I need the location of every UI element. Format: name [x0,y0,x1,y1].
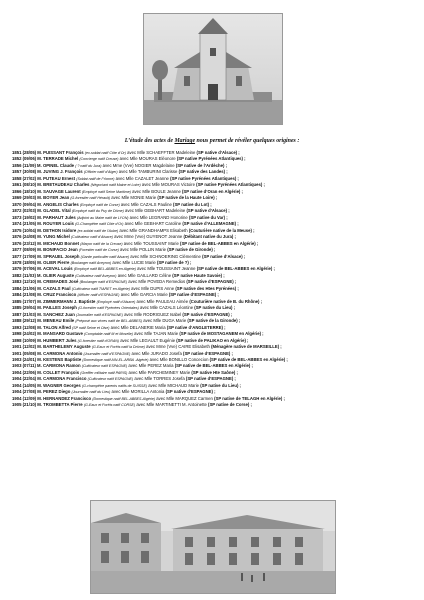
entry-groom: 1904 (14/05) M. WAGNER Georges [12,382,81,388]
entry-groom: 1888 (29/12) M. MENEAU Emile [12,318,75,324]
entry-bride: avec Mlle LUCIE Marie [111,259,157,265]
entry-groom-info: (SP natif Seine et Oise) [72,325,110,330]
entry-bride-info: (SP native Pyrénées Atlantiques) ; [170,175,239,181]
entry-bride-info: (Débitant native du Jura) ; [183,234,236,240]
entry-bride: avec Mlle MOURAS Eléonore [118,156,177,162]
entry-bride-info: (SP native de l’Ardèche) ; [175,162,227,168]
entry-bride-info: (SP native des Landes) ; [178,169,228,175]
entry-bride: avec Mlle DUGA Marie [142,318,188,324]
entry-groom-info: (ex-soldat natif de l’Aube) [77,228,119,233]
entry-groom: 1887 (21/03) M. SANCHEZ Juan [12,311,75,317]
entry-groom: 1878 (18/05) M. OLIER Pierre [12,259,70,265]
page-title: L’étude des actes de Mariage nous permet de révéler quelques origines : [124,138,300,144]
entry-bride: avec Mlle RODRIGUEZ Isabel [122,311,183,317]
entry-bride-info: (SP native d’ALLEMAGNE) ; [182,221,239,227]
entry-bride: avec Mlle GARCIA Marie [119,292,169,298]
entry-groom: 1901 (12/02) M. BARTHELEMY Auguste [12,344,91,350]
entry-bride: avec Mlle SCHAEFFTER Madeleine [125,150,197,155]
entry-groom-info: (Cultivateur natif TIARET en Algérie) [71,286,130,291]
entry-bride: avec Mlle JURADO Josefa [130,350,184,356]
entry-groom: 1876 (24/08) M. YUNG Michel [12,234,70,240]
entry-groom: 1901 (05/08) M. CARMONA Antonio [12,350,83,356]
entry-groom-info: (Cultivateur natif Aveyron) [75,273,117,278]
entry-groom-info: (Journalier natif du Lieu) [71,390,111,395]
entry-bride: avec Mlle TOUSSAINT Jeanne [136,266,197,272]
marriage-entry [12,402,418,408]
entry-bride-info: (Ménagère native de MARSEILLE) ; [211,344,282,350]
entry-bride: avec Mlle POLLIN Marie [118,247,168,253]
entry-groom: 1861 (08/10) M. BRETAUDEAU Charles [12,182,90,188]
entry-groom-info: (Domestique natif BEL-ABBES-Algérie) [92,396,156,401]
entry-bride-info: (SP native de BEL-ABBES en Algérie) ; [209,357,288,362]
entry-bride-info: (SP native de Corse) ; [208,402,252,408]
entry-bride: avec Mlle MORILLA Antonia [110,389,166,395]
entry-bride: avec Mlle SCHNOERING Clémentine [129,253,203,259]
entry-bride: avec Mme (Vve) NOGIER Magdelaine [101,162,176,168]
entry-groom-info: (Officier natif d’Alger) [83,170,118,175]
entry-bride-info: (SP native de la Gironde) ; [187,318,241,324]
title-link[interactable]: Mariage [174,138,196,144]
entry-bride: avec Mlle LEGRAND Honorine [128,214,189,220]
entry-groom: 1884 (21/08) M. CRUZ Francisco [12,292,77,298]
entry-groom-info: (Garde particulier natif Alsace) [80,254,130,259]
entry-bride: avec Mlle GEBHART Madeleine [123,208,187,214]
entry-groom-info: (G-forestier natif d’ORAN) [77,338,120,343]
entry-groom: 1882 (11/03) M. OLIER Auguste [12,272,74,278]
entry-bride-info: (SP native de BEL-ABBES en Algérie) ; [174,363,253,369]
entry-groom: 1905 (21/10) M. TROMBETTA Pierre [12,402,83,408]
entry-bride-info: (SP native Haute Savoie) ; [172,272,225,278]
entry-bride: avec Mlle MONIE Marie [110,195,158,201]
entry-bride-info: (Couturière native de B. du Rhône) ; [189,298,263,304]
entry-groom-info: (Cultivateur natif ESPAGNE) [81,364,128,369]
entry-bride-info: (SP native d’ESPAGNE) ; [165,389,216,395]
entry-groom: 1904 (22/06) M. COLLET François [12,369,80,375]
entry-groom: 1870 (09/04) M. ANGELIS Charles [12,201,79,207]
entry-bride-info: (SP native des Htes Pyrénées) ; [175,285,239,291]
entry-groom: 1898 (10/09) M. HUMBERT Jules [12,337,77,343]
entry-groom-info: (Greffier militaire natif PARIS) [80,370,128,375]
entry-bride: avec Mlle GEBHART Caroline [123,221,183,227]
entry-bride: avec Mlle POVEDA Remedios [127,279,187,285]
entry-groom-info: (Journalier natif d’ESPAGNE) [76,312,123,317]
entry-bride-info: (SP native du Lieu) ; [194,305,236,311]
entry-bride: avec Mlle PEREZ Maria [127,363,175,369]
entry-groom: 1877 (17/09) M. SPRAUEL Joseph [12,253,80,259]
entry-bride: avec Mlle DELANERIE Maria [109,324,167,330]
entry-bride-info: (SP native d’ESPAGNE) ; [182,311,233,317]
entry-bride-info: (SP native du Lot) ; [173,201,212,207]
entry-groom-info: (Cultivateur natif ESPAGNE) [87,377,134,382]
entry-groom: 1883 (12/10) M. CREMADES José [12,279,79,285]
entry-bride-info: (SP native d’ESPAGNE) ; [186,279,237,285]
entry-bride-info: (SP native de BEL-ABBES en Algérie) ; [180,240,259,246]
entry-bride: avec Mlle TAJAN Marie [132,331,180,337]
entry-bride-info: (Couturière native de la Meuse) ; [188,227,255,233]
entry-bride-info: (SP native Pyrénées Atlantiques) ; [176,156,246,162]
entry-groom-info: (Employé natif de Corse) [79,202,120,207]
entry-bride: avec Mlle BONILLO Concecion [148,357,210,362]
entry-groom-info: (G-forestier natif Pyrénées Orientales) [78,306,139,311]
entry-groom-info: (Forestier natif de Corse) [78,248,119,253]
entry-groom-info: (Boulanger natif d’ESPAGNE) [79,280,128,285]
entry-bride-info: (SP native d’ANGLETERRE) ; [166,324,226,330]
entry-bride-info: (SP native d’ESPAGNE) ; [183,350,233,356]
entry-groom: 1884 (21/06) M. CAZALS Paul [12,285,71,291]
entry-groom-info: (Employé natif BEL-ABBES en Algérie) [73,267,136,272]
entry-bride: avec Mlle LEGAULT Eugénie [119,337,177,343]
entry-groom: 1876 (23/12) M. MICHAUD Bonnet [12,240,80,246]
entry-bride: avec Mlle DUPIS Anne [129,285,176,291]
entry-bride-info: (SP native de PALIKAO en Algérie) ; [176,337,249,343]
entry-groom-info: (G-Eaux et Forêts natif CORSE) [83,403,136,408]
entry-groom: 1852 (09/06) M. TERRADE Michel [12,156,79,162]
entry-bride-info: (SP native de TELAGH en Algérie) ; [214,395,285,401]
entry-groom-info: (Adjoint au Maire natif de LYON) [76,215,129,220]
entry-bride-info: (SP native de Gironde) ; [167,247,216,253]
entry-bride-info: (SP native d’Alsace) ; [186,208,230,214]
entry-bride: avec Mlle GAILLARD Céline [116,272,173,278]
entry-groom: 1856 (11/09) M. OPINEL Claude [12,162,75,168]
entry-groom: 1858 (27/02) M. PUTEAU Ernest [12,175,76,181]
entry-groom: 1885 (17/07) M. ZIMMERMANN J. Baptiste [12,298,96,304]
entry-groom-info: (Employé natif Seine Maritime) [81,189,131,194]
entry-groom: 1873 (19/02) M. PARHAUT Jules [12,214,76,220]
marriage-list [12,150,418,409]
entry-groom-info: (Boulanger natif Aveyron) [70,260,112,265]
entry-groom: 1866 (18/10) M. SAUVAGE Laurent [12,188,81,194]
entry-groom-info: (Employé natif du Puy de Dôme) [71,209,124,214]
entry-groom: 1877 (08/09) M. BONIFACIO Jean [12,247,78,253]
entry-groom: 1898 (24/02) M. MANSARD Gustave [12,331,83,337]
entry-bride-info: (SP native d’ESPAGNE) ; [185,376,236,382]
entry-groom-info: ( ? natif du Jura) [75,163,102,168]
entry-groom: 1874 (21/05) M. ROUYER Louis [12,221,74,227]
entry-bride: avec Mlle BOULE Jeanne [130,188,183,194]
entry-groom: 1904 (12/09) M. HERNANDEZ Francisco [12,395,92,401]
church-photo [143,13,283,125]
entry-groom-info: (Comptable natif M et Moselle) [84,332,133,337]
entry-groom: 1904 (22/04) M. CARMONA Francisco [12,376,87,382]
entry-bride-info: (SP native d’Alsace) ; [202,253,246,259]
entry-groom: 1879 (07/06) M. ACEVAL Louis [12,266,73,272]
entry-groom: 1869 (29/03) M. BOYER Jean [12,195,70,201]
entry-bride-info: (SP native du Lieu) ; [200,382,241,388]
entry-groom: 1885 (29/04) M. PAILLES Joseph [12,305,77,311]
entry-groom: 1893 (12/08) M. TALON Alfred [12,324,71,330]
entry-groom: 1904 (27/08) M. PEREZ Diego [12,389,71,395]
entry-groom-info: (Préposé aux vivres natif de BEL-ABBES) [75,319,143,324]
entry-bride-info: (SP native Pyrénées Atlantiques) ; [196,182,265,188]
entry-bride-info: (SP native Hte Saône) ; [191,369,238,375]
entry-groom: 1851 (28/05) M. PUISSANT François [12,150,84,155]
entry-bride-info: (SP native de ?) ; [156,259,192,265]
entry-bride: avec Mlle PAULEAU Aimée [135,298,190,304]
entry-groom-info: (G-Champêtre natif Côte d’Or) [75,222,124,227]
entry-groom-info: (G-champêtre parents natifs de SUISSE) [81,383,148,388]
entry-groom: 1875 (10/04) M. DETHON Isidore [12,227,77,233]
entry-bride: avec Mme (Vve) GUYENOT Jeanne [112,234,184,240]
entry-bride: avec Mlle MARTINETTI M. Antoinette [135,402,209,408]
entry-bride: avec Mlle GRANDHAMPS Elisabeth [118,227,189,233]
entry-bride-info: (SP native de MOSTAGANEM en Algérie) ; [179,331,264,337]
entry-bride: avec Mlle TOUSSAINT Marie [122,240,181,246]
entry-groom-info: (Concierge natif Creuse) [79,157,119,162]
entry-bride: avec Mlle MOURAS Victoire [140,182,197,188]
entry-groom-info: (Négociant natif Maine et Loire) [90,183,141,188]
entry-groom: 1903 (24/01) M. KESTENS Baptiste [12,357,82,362]
entry-bride: avec Mlle CAZALS Pauline [119,201,174,207]
barracks-photo [90,500,336,594]
entry-bride: avec Mlle CAZALS Léontine [138,305,195,311]
entry-groom-info: (Afficier natif d’ESPAGNE) [77,293,120,298]
entry-bride: avec Mme (Vve) CAIRE Elisabeth [144,344,212,350]
entry-groom-info: (Domestique natif AIN-EL-ARBA -Algérie) [82,358,149,362]
entry-groom-info: (Employé natif d’Alsace) [96,299,136,304]
entry-groom-info: (Soldat natif de l’Yonne) [76,176,115,181]
entry-bride-info: (SP native d’ESPAGNE) ; [168,292,219,298]
entry-groom: 1857 (30/08) M. JUVING J. François [12,169,83,175]
entry-groom-info: (G-Eaux et Forêts natif la Drôme) [91,345,145,350]
entry-bride-info: (SP native de la Haute Loire) ; [157,195,218,201]
entry-bride-info: (SP native d’Oran en Algérie) ; [182,188,243,194]
entry-groom: 1872 (02/03) M. GLADEL Vital [12,208,71,214]
entry-bride: avec Mlle CAZALET Jeanne [114,175,171,181]
entry-bride: avec Mlle TAMBURINI Clarisse [117,169,179,175]
entry-groom-info: (ex-soldat natif Côte d’Or) [84,151,126,155]
entry-groom-info: (Journalier natif d’ESPAGNE) [83,351,131,356]
entry-bride-info: (SP native d’Alsace) ; [196,150,240,155]
entry-groom-info: (G-forestier natif Hérault) [70,196,111,201]
entry-bride: avec Mlle TORRES Josefa [133,376,186,382]
entry-bride: avec Mlle MICHAUD Marie [147,382,201,388]
entry-bride: avec Mlle MARQUEZ Carmen [155,395,215,401]
entry-bride-info: (SP native de BEL-ABBES en Algérie) ; [196,266,275,272]
entry-groom-info: (Cultivateur natif d’Alsace) [70,235,113,240]
entry-groom: 1903 (07/11) M. CARMONA Ramon [12,363,81,369]
entry-bride: avec Mlle PARCHEMINEY Marie [127,369,192,375]
entry-bride-info: (SP native du Var) ; [188,214,228,220]
entry-groom-info: (Maçon natif de la Creuse) [80,241,123,246]
